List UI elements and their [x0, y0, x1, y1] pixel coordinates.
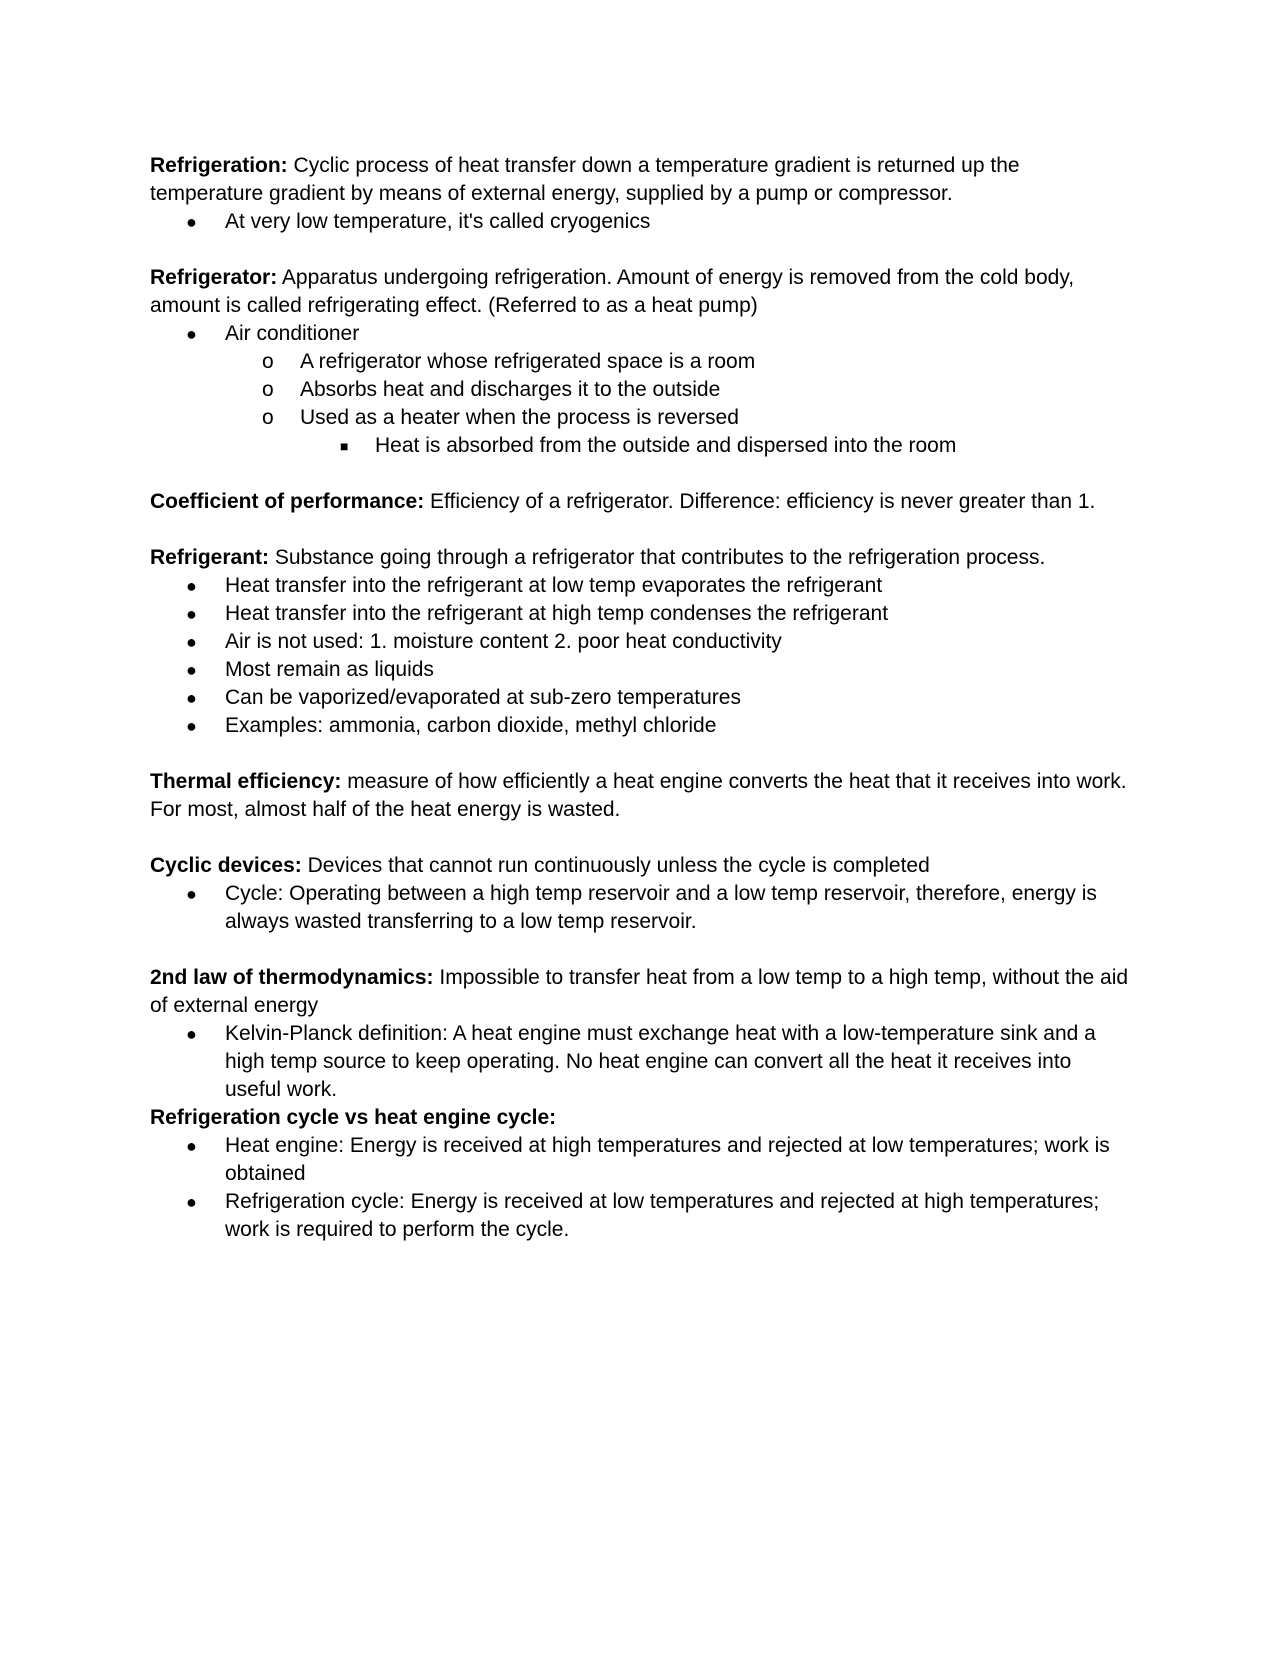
list-item: ● Heat transfer into the refrigerant at high temp condenses the refrigerant [150, 600, 1130, 628]
refrigeration-definition: Cyclic process of heat transfer down a temperature gradient is returned up the temperature gradient by means of external energy, supplied by a pump or compressor. [150, 154, 1020, 205]
list-item: ● Most remain as liquids [150, 656, 1130, 684]
second-law-term: 2nd law of thermodynamics: [150, 966, 434, 989]
cyclic-devices-definition: Devices that cannot run continuously unless the cycle is completed [301, 854, 930, 877]
bullet-marker: ● [186, 716, 197, 736]
square-marker: ■ [340, 438, 349, 454]
thermal-efficiency-term: Thermal efficiency: [150, 770, 342, 793]
refrigerator-paragraph [150, 264, 1130, 320]
spacer [150, 460, 1130, 488]
sub-sub-list-item: ■ Heat is absorbed from the outside and dispersed into the room [150, 432, 1130, 460]
sub-list-item: o Used as a heater when the process is reversed [150, 404, 1130, 432]
refrigerant-term: Refrigerant: [150, 546, 270, 569]
cyclic-devices-paragraph [150, 852, 1130, 880]
spacer [150, 936, 1130, 964]
list-item: ● Air conditioner [150, 320, 1130, 348]
cycle-comparison-heading: Refrigeration cycle vs heat engine cycle: [150, 1106, 557, 1129]
bullet-marker: ● [186, 632, 197, 652]
spacer [150, 516, 1130, 544]
list-item: ● Can be vaporized/evaporated at sub-zero temperatures [150, 684, 1130, 712]
list-item: ● Kelvin-Planck definition: A heat engine must exchange heat with a low-temperature sink and a high temp source to keep operating. No heat engine can convert all the heat it receives into useful work. [186, 1022, 1096, 1101]
bullet-marker: ● [186, 1136, 197, 1156]
cop-term: Coefficient of performance: [150, 490, 425, 513]
cyclic-devices-term: Cyclic devices: [150, 854, 302, 877]
second-law-paragraph [150, 964, 1130, 1020]
circle-marker: o [262, 378, 274, 401]
circle-marker: o [262, 406, 274, 429]
spacer [150, 740, 1130, 768]
bullet-marker: ● [186, 1024, 197, 1044]
list-item: ● Cycle: Operating between a high temp reservoir and a low temp reservoir, therefore, energy is always wasted transferring to a low temp reservoir. [186, 882, 1097, 933]
refrigerator-definition: Apparatus undergoing refrigeration. Amount of energy is removed from the cold body, amount is called refrigerating effect. (Referred to as a heat pump) [150, 266, 1075, 317]
thermal-efficiency-definition: measure of how efficiently a heat engine converts the heat that it receives into work. For most, almost half of the heat energy is wasted. [150, 770, 1127, 821]
bullet-marker: ● [186, 660, 197, 680]
bullet-marker: ● [186, 884, 197, 904]
refrigerator-term: Refrigerator: [150, 266, 278, 289]
list-item: ● Refrigeration cycle: Energy is received at low temperatures and rejected at high temperatures; work is required to perform the cycle. [186, 1190, 1100, 1241]
list-item: ● At very low temperature, it's called cryogenics [150, 208, 1130, 236]
bullet-marker: ● [186, 324, 197, 344]
bullet-marker: ● [186, 576, 197, 596]
cop-definition: Efficiency of a refrigerator. Difference: efficiency is never greater than 1. [424, 490, 1096, 513]
refrigerant-paragraph [150, 544, 1130, 572]
second-law-definition: Impossible to transfer heat from a low temp to a high temp, without the aid of external energy [150, 966, 1129, 1017]
list-item: ● Air is not used: 1. moisture content 2. poor heat conductivity [150, 628, 1130, 656]
spacer [150, 824, 1130, 852]
bullet-marker: ● [186, 688, 197, 708]
cop-paragraph [150, 488, 1130, 516]
circle-marker: o [262, 350, 274, 373]
refrigeration-paragraph [150, 152, 1130, 208]
refrigerant-definition: Substance going through a refrigerator that contributes to the refrigeration process. [269, 546, 1046, 569]
sub-list-item: o Absorbs heat and discharges it to the outside [150, 376, 1130, 404]
bullet-marker: ● [186, 604, 197, 624]
sub-list-item: o A refrigerator whose refrigerated space is a room [150, 348, 1130, 376]
spacer [150, 236, 1130, 264]
list-item: ● Heat engine: Energy is received at high temperatures and rejected at low temperatures; work is obtained [186, 1134, 1110, 1185]
list-item: ● Heat transfer into the refrigerant at low temp evaporates the refrigerant [150, 572, 1130, 600]
refrigeration-term: Refrigeration: [150, 154, 288, 177]
list-item: ● Examples: ammonia, carbon dioxide, methyl chloride [150, 712, 1130, 740]
bullet-marker: ● [186, 212, 197, 232]
document-page [150, 152, 1130, 1244]
thermal-efficiency-paragraph [150, 768, 1130, 824]
bullet-marker: ● [186, 1192, 197, 1212]
